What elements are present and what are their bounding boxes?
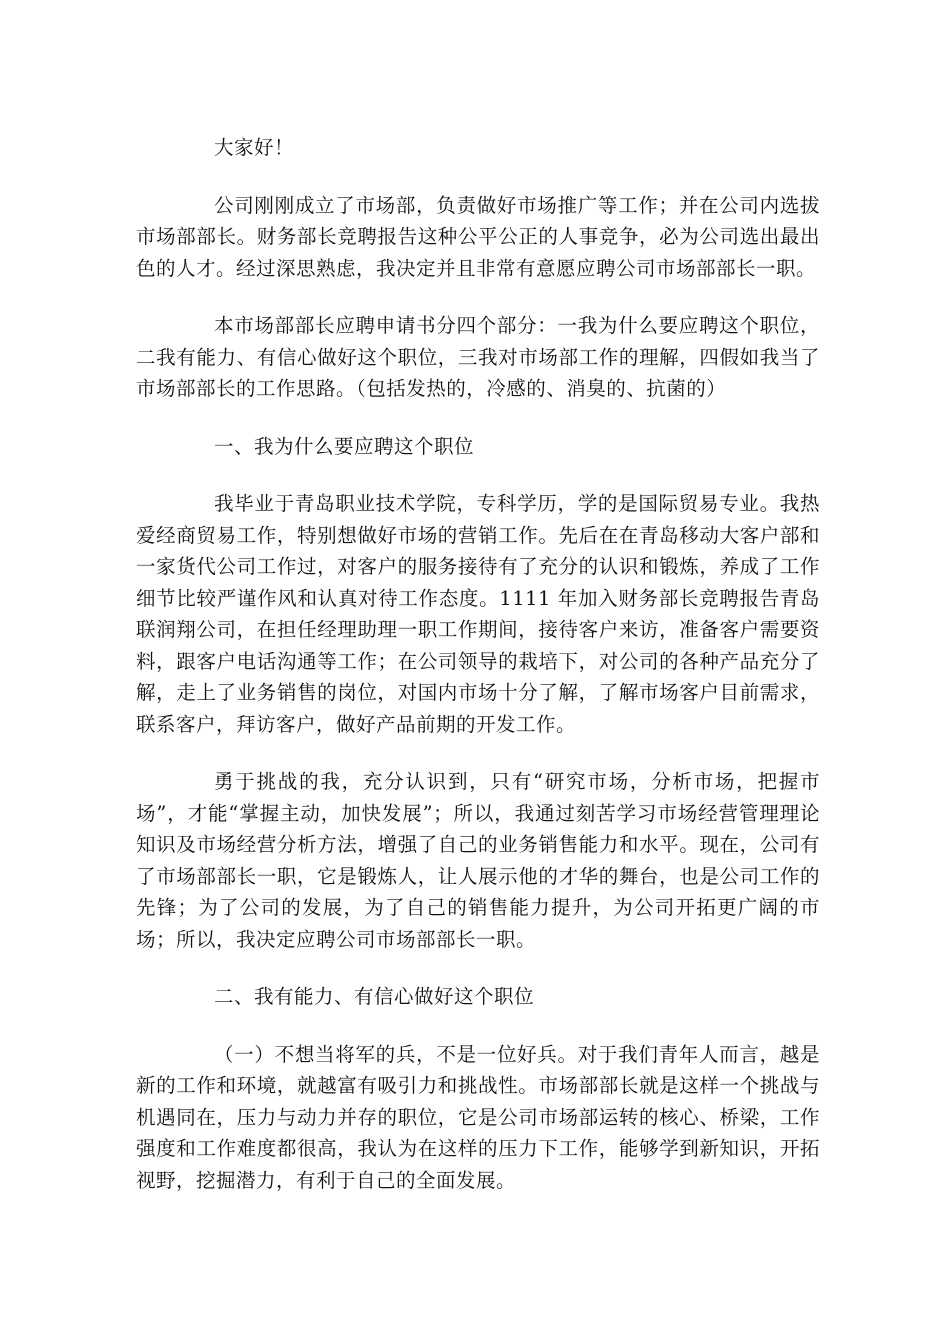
greeting: 大家好！: [214, 136, 295, 159]
intro-paragraph: 公司刚刚成立了市场部，负责做好市场推广等工作；并在公司内选拔市场部部长。财务部长竞聘报告这种公平公正的人事竞争，必为公司选出最出色的人才。经过深思熟虑，我决定并且非常有意愿应聘公司市场部部长一职。: [136, 193, 820, 280]
section-1-heading: 一、我为什么要应聘这个职位: [214, 434, 475, 458]
section-1-paragraph-1: 我毕业于青岛职业技术学院，专科学历，学的是国际贸易专业。我热爱经商贸易工作，特别想做好市场的营销工作。先后在在青岛移动大客户部和一家货代公司工作过，对客户的服务接待有了充分的认识和锻炼，养成了工作细节比较严谨作风和认真对待工作态度。1111 年加入财务部长竞聘报告青岛联润翔公司，在担任经理助理一职工作期间，接待客户来访，准备客户需要资料，跟客户电话沟通等工作；在公司领导的栽培下，对公司的各种产品充分了解，走上了业务销售的岗位，对国内市场十分了解，了解市场客户目前需求，联系客户，拜访客户，做好产品前期的开发工作。: [136, 492, 820, 736]
section-1-paragraph-2: 勇于挑战的我，充分认识到，只有“研究市场，分析市场，把握市场”，才能“掌握主动，加快发展”；所以，我通过刻苦学习市场经营管理理论知识及市场经营分析方法，增强了自己的业务销售能力和水平。现在，公司有了市场部部长一职，它是锻炼人，让人展示他的才华的舞台，也是公司工作的先锋；为了公司的发展，为了自己的销售能力提升，为公司开拓更广阔的市场；所以，我决定应聘公司市场部部长一职。: [136, 770, 820, 951]
document-body: [136, 132, 820, 1222]
section-2-paragraph-1: （一）不想当将军的兵，不是一位好兵。对于我们青年人而言，越是新的工作和环境，就越富有吸引力和挑战性。市场部部长就是这样一个挑战与机遇同在，压力与动力并存的职位，它是公司市场部运转的核心、桥梁，工作强度和工作难度都很高，我认为在这样的压力下工作，能够学到新知识，开拓视野，挖掘潜力，有利于自己的全面发展。: [136, 1042, 820, 1192]
outline-paragraph: 本市场部部长应聘申请书分四个部分：一我为什么要应聘这个职位，二我有能力、有信心做好这个职位，三我对市场部工作的理解，四假如我当了市场部部长的工作思路。（包括发热的，冷感的、消臭的、抗菌的）: [136, 314, 820, 400]
section-2-heading: 二、我有能力、有信心做好这个职位: [214, 985, 535, 1008]
